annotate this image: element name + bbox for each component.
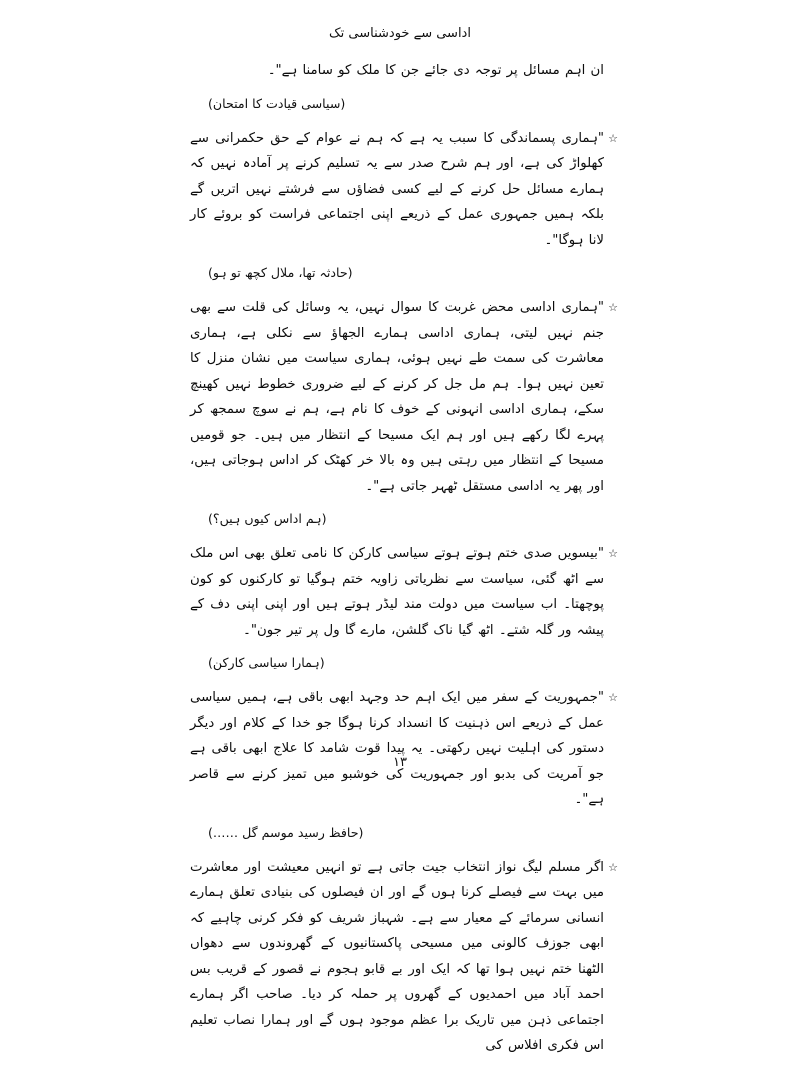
bullet-icon	[604, 58, 622, 83]
paragraph-block	[190, 58, 622, 84]
bullet-icon: ☆	[608, 131, 618, 145]
paragraph-text: اگر مسلم لیگ نواز انتخاب جیت جاتی ہے تو انہیں معیشت اور معاشرت میں بہت سے فیصلے کرنا ہوں گے اور ان فیصلوں کی بنیادی تعلق ہمارے انسانی سرمائے کے معیار سے ہے۔ شہباز شریف کو فکر کرنی چاہیے کہ ابھی جوزف کالونی میں مسیحی پاکستانیوں کے گھروندوں سے دھواں الٹھنا ختم نہیں ہوا تھا کہ ایک اور بے قابو ہجوم نے قصور کے قریب بس احمد آباد میں احمدیوں کے گھروں پر حملہ کر دیا۔ صاحب اگر ہمارے اجتماعی ذہن میں تاریک برا عظم موجود ہوں گے اور ہمارا نصاب تعلیم اس فکری افلاس کی	[190, 859, 604, 1053]
page-number: ۱۳	[393, 755, 407, 770]
paragraph-text: "ہماری اداسی محض غربت کا سوال نہیں، یہ وسائل کی قلت سے بھی جنم نہیں لیتی، ہماری اداسی ہمارے الجھاؤ سے نکلی ہے، ہماری معاشرت کی سمت طے نہیں ہوئی، ہماری سیاست میں نشان منزل کا تعین نہیں ہوا۔ ہم مل جل کر کرنے کے لیے ضروری خطوط نہیں کھینچ سکے، ہماری اداسی انہونی کے خوف کا نام ہے، ہم نے سوچ سمجھ کر پہرے لگا رکھے ہیں اور ہم ایک مسیحا کے انتظار میں ہیں۔ جو قومیں مسیحا کے انتظار میں رہتی ہیں وہ بالا خر کھٹک کر اداس ہوجاتی ہیں، اور پھر یہ اداسی مستقل ٹھہر جاتی ہے"۔	[190, 300, 604, 494]
paragraph-attribution: (حافظ رسید موسم گل ……)	[208, 824, 364, 840]
paragraph-attribution: (ہمارا سیاسی کارکن)	[208, 655, 325, 670]
paragraph-text: "جمہوریت کے سفر میں ایک اہم حد وجہد ابھی باقی ہے، ہمیں سیاسی عمل کے ذریعے اس ذہنیت کا انسداد کرنا ہوگا جو خدا کے کلام اور دیگر دستور کی اہلیت نہیں رکھتی۔ یہ پیدا قوت شامد کا علاج ابھی باقی ہے جو آمریت کی بدبو اور جمہوریت کی خوشبو میں تمیز کرنے سے قاصر ہے"۔	[190, 690, 604, 807]
paragraph-attribution: (سیاسی قیادت کا امتحان)	[208, 95, 346, 111]
page-footer	[0, 751, 800, 770]
bullet-icon: ☆	[608, 547, 618, 560]
book-title: اداسی سے خودشناسی تک	[329, 26, 471, 41]
paragraph-attribution: (ہم اداس کیوں ہیں؟)	[208, 511, 327, 526]
page-header	[0, 22, 800, 41]
paragraph-block	[190, 541, 622, 643]
paragraph-attribution: (حادثہ تھا، ملال کچھ تو ہو)	[208, 265, 353, 280]
paragraph-block	[190, 126, 622, 254]
bullet-icon: ☆	[608, 860, 618, 874]
bullet-icon: ☆	[608, 301, 618, 314]
paragraph-block	[190, 855, 622, 1059]
page-body	[190, 58, 622, 1070]
paragraph-block	[190, 295, 622, 499]
paragraph-block	[190, 685, 622, 813]
paragraph-text: ان اہم مسائل پر توجہ دی جائے جن کا ملک کو سامنا ہے"۔	[267, 63, 604, 78]
bullet-icon: ☆	[608, 691, 618, 704]
paragraph-text: "بیسویں صدی ختم ہوتے ہوتے سیاسی کارکن کا نامی تعلق بھی اس ملک سے اٹھ گئی، سیاست سے نظریاتی زاویہ ختم ہوگیا تو کارکنوں کو کون پوچھتا۔ اب سیاست میں دولت مند لیڈر ہوتے ہیں اور اپنی اپنی دف کے پیشہ ور گلہ شتے۔ اٹھ گیا ناک گلشن، مارے گا ول پر تیر جون"۔	[190, 546, 604, 638]
paragraph-text: "ہماری پسماندگی کا سبب یہ ہے کہ ہم نے عوام کے حق حکمرانی سے کھلواڑ کی ہے، اور ہم شرح صدر سے یہ تسلیم کرنے پر آمادہ نہیں کہ ہمارے مسائل حل کرنے کے لیے کسی فضاؤں سے فرشتے نہیں اتریں گے بلکہ ہمیں جمہوری عمل کے ذریعے اپنی اجتماعی فراست کو بروئے کار لانا ہوگا"۔	[190, 130, 604, 248]
